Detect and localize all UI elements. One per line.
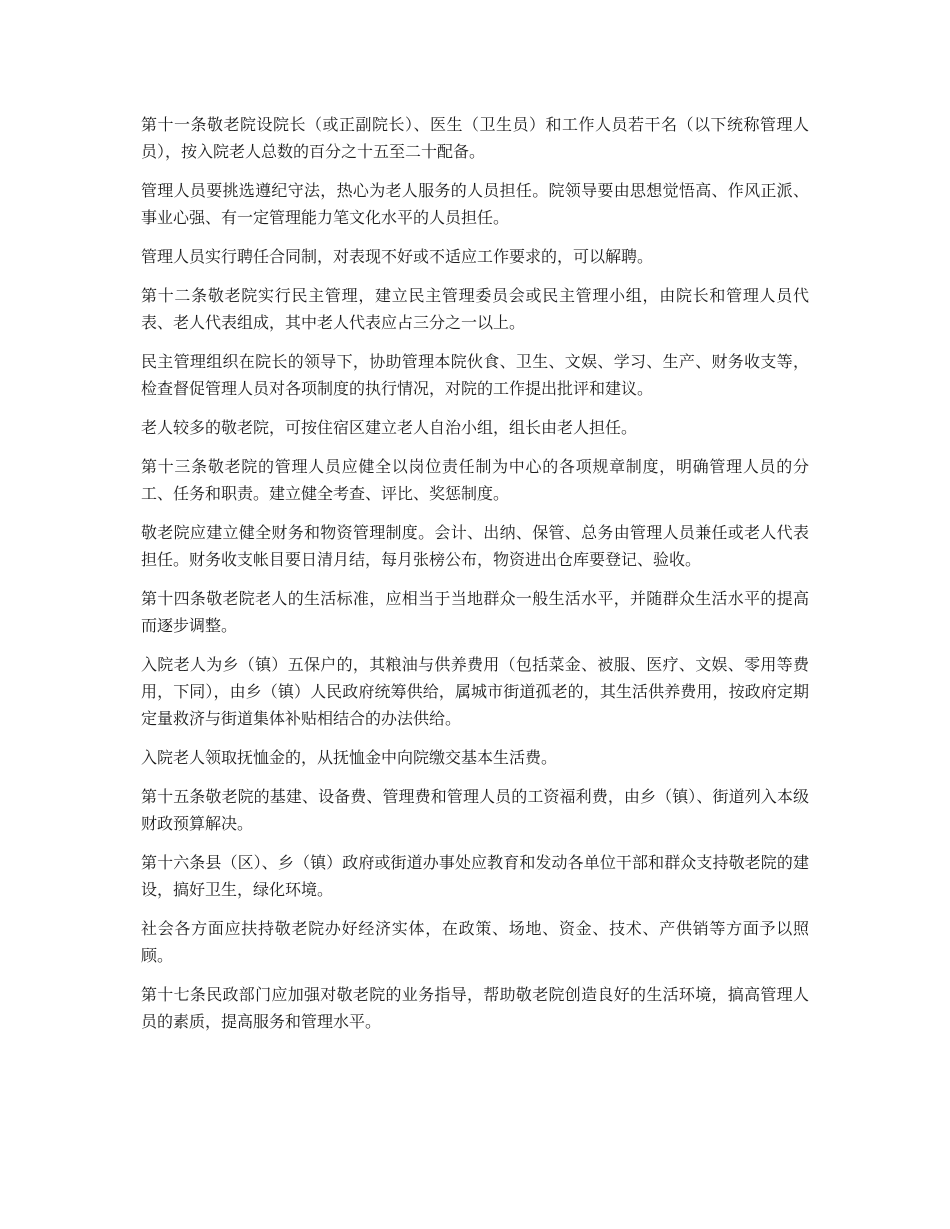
paragraph-pension-payment: 入院老人领取抚恤金的，从抚恤金中向院缴交基本生活费。: [141, 748, 558, 767]
paragraph-support-funding: 入院老人为乡（镇）五保户的，其粮油与供养费用（包括菜金、被服、医疗、文娱、零用等费用，下同），由乡（镇）人民政府统筹供给，属城市街道孤老的，其生活供养费用，按政府定期定量救济与街道集体补贴相结合的办法供给。: [141, 655, 809, 728]
paragraph-contract-system: 管理人员实行聘任合同制，对表现不好或不适应工作要求的，可以解聘。: [141, 247, 654, 266]
paragraph-finance-management: 敬老院应建立健全财务和物资管理制度。会计、出纳、保管、总务由管理人员兼任或老人代表担任。财务收支帐目要日清月结，每月张榜公布，物资进出仓库要登记、验收。: [141, 523, 809, 569]
paragraph-article-17: 第十七条民政部门应加强对敬老院的业务指导，帮助敬老院创造良好的生活环境，搞高管理人员的素质，提高服务和管理水平。: [141, 985, 809, 1031]
document-body: [141, 111, 809, 1047]
paragraph-democratic-management: 民主管理组织在院长的领导下，协助管理本院伙食、卫生、文娱、学习、生产、财务收支等，检查督促管理人员对各项制度的执行情况，对院的工作提出批评和建议。: [141, 352, 809, 398]
paragraph-article-15: 第十五条敬老院的基建、设备费、管理费和管理人员的工资福利费，由乡（镇）、街道列入本级财政预算解决。: [141, 787, 809, 833]
paragraph-article-16: 第十六条县（区）、乡（镇）政府或街道办事处应教育和发动各单位干部和群众支持敬老院的建设，搞好卫生，绿化环境。: [141, 853, 809, 899]
paragraph-article-14: 第十四条敬老院老人的生活标准，应相当于当地群众一般生活水平，并随群众生活水平的提高而逐步调整。: [141, 589, 809, 635]
paragraph-article-12: 第十二条敬老院实行民主管理，建立民主管理委员会或民主管理小组，由院长和管理人员代表、老人代表组成，其中老人代表应占三分之一以上。: [141, 286, 809, 332]
paragraph-article-11: 第十一条敬老院设院长（或正副院长）、医生（卫生员）和工作人员若干名（以下统称管理人员），按入院老人总数的百分之十五至二十配备。: [141, 115, 809, 161]
paragraph-self-governance-groups: 老人较多的敬老院，可按住宿区建立老人自治小组，组长由老人担任。: [141, 418, 638, 437]
paragraph-article-13: 第十三条敬老院的管理人员应健全以岗位责任制为中心的各项规章制度，明确管理人员的分工、任务和职责。建立健全考查、评比、奖惩制度。: [141, 457, 809, 503]
paragraph-staff-selection: 管理人员要挑选遵纪守法，热心为老人服务的人员担任。院领导要由思想觉悟高、作风正派、事业心强、有一定管理能力笔文化水平的人员担任。: [141, 181, 809, 227]
paragraph-social-support: 社会各方面应扶持敬老院办好经济实体，在政策、场地、资金、技术、产供销等方面予以照顾。: [141, 919, 809, 965]
